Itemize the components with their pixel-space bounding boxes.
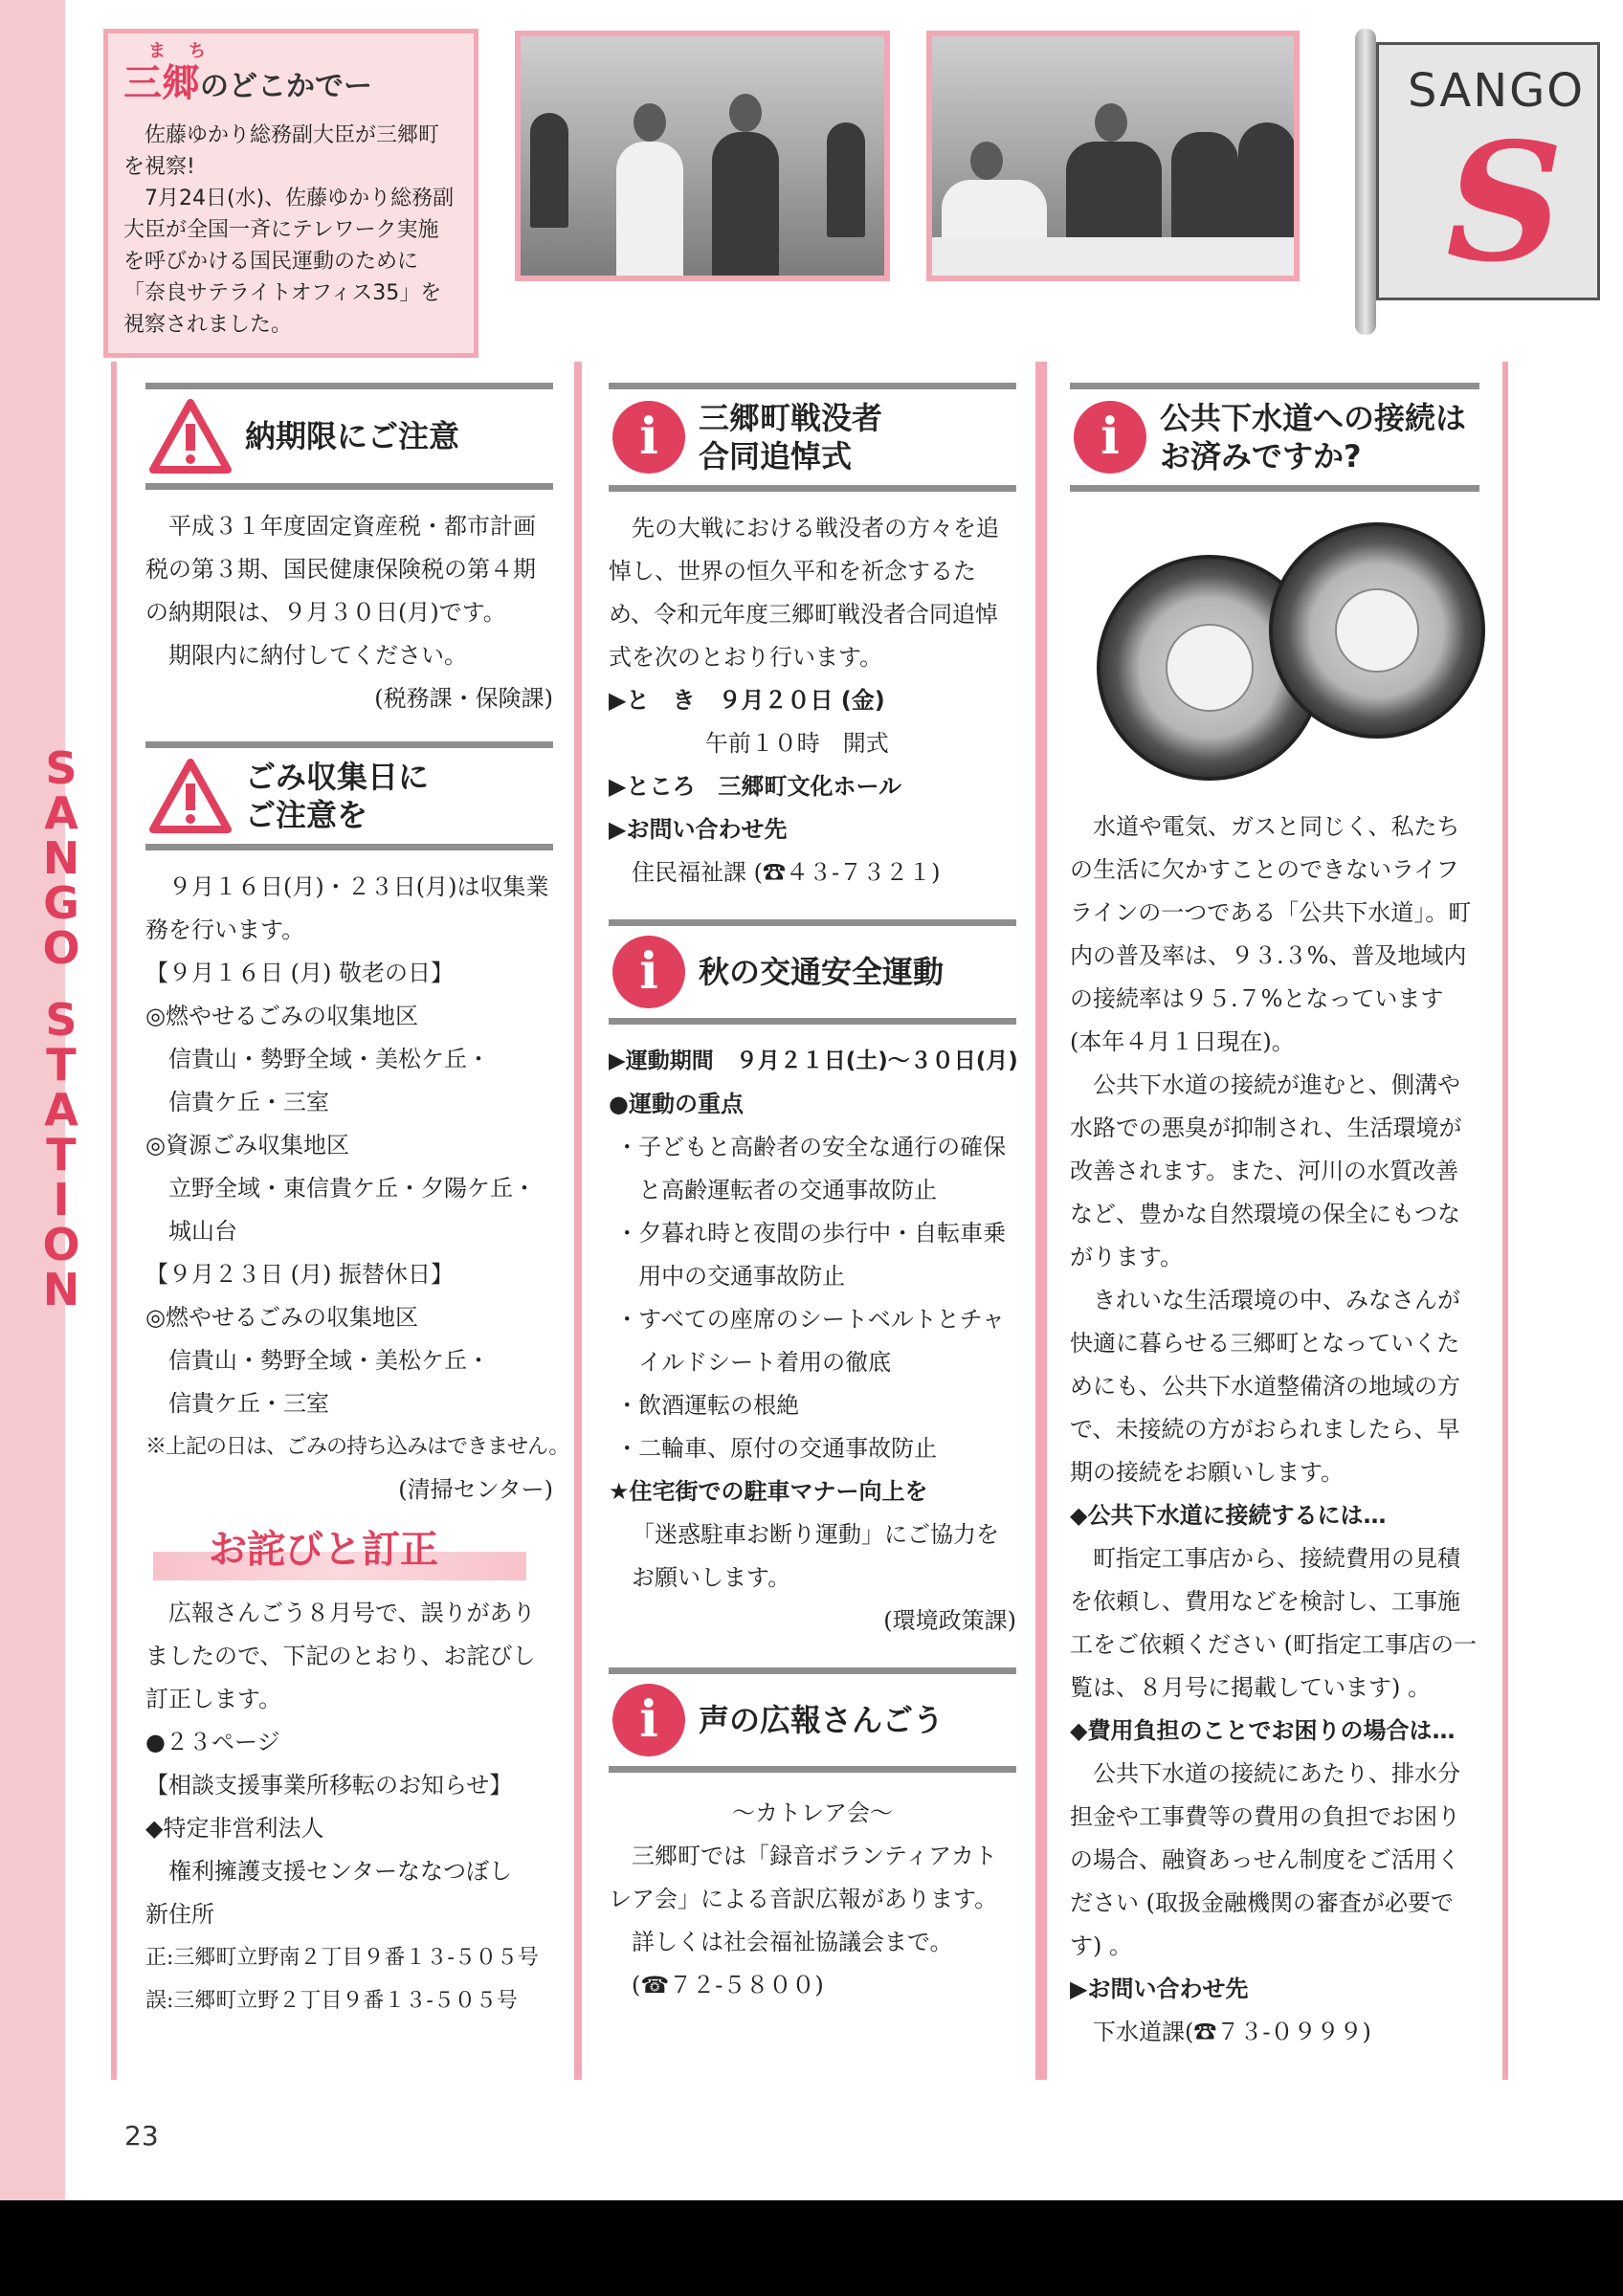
info-icon: i [612, 936, 685, 1008]
section-header-garbage [145, 741, 553, 850]
section-title: 秋の交通安全運動 [699, 954, 945, 990]
manhole-covers-image [1070, 507, 1479, 794]
warning-icon [149, 759, 232, 833]
info-icon: i [1074, 401, 1146, 474]
page-number: 23 [124, 2120, 159, 2152]
intro-body: 佐藤ゆかり総務副大臣が三郷町を視察! 7月24日(水)、佐藤ゆかり総務副大臣が全国一斉にテレワーク実施を呼びかける国民運動のために「奈良サテライトオフィス35」を視察されました。 [123, 123, 455, 337]
intro-box [103, 29, 478, 358]
column-3: i 公共下水道への接続は お済みですか? 水道や電気、ガスと同じく、私たちの生活に欠かすことのできないライフラインの一つである「公共下水道」。町内の普及率は、９３.３%、普及地域内の接続率は９５.７%となっています (本年４月１日現在)。 公共下水道の接続が進むと、側溝や水路での悪臭が抑制され、生活環境が改善されます。また、河川の水質改善など、豊かな自然環境の保全にもつながります。 きれいな生活環境の中、みなさんが快適に暮らせる三郷町となっていくためにも、公共下水道整備済の地域の方で、未接続の方がおられましたら、早期の接続をお願いします。 ◆公共下水道に接続するには… 町指定工事店から、接続費用の見積を依頼し、費用などを検討し、工事施工をご依頼ください (町指定工事店の一覧は、８月号に掲載しています) 。 ◆費用負担のことでお困りの場合は… 公共下水道の接続にあたり、排水分担金や工事費等の費用の負担でお困りの場合、融資あっせん制度をご活用ください (取扱金融機関の審査が必要です) 。 ▶お問い合わせ先 下水道課(☎７３-０９９９) [1070, 383, 1479, 2054]
intro-ruby: まち [148, 41, 229, 61]
section-header-traffic-safety [609, 919, 1016, 1025]
section-header-payment-deadline [145, 383, 553, 490]
info-icon: i [612, 401, 685, 474]
manhole-cover [1269, 522, 1485, 739]
dept-label: (税務課・保険課) [374, 685, 553, 712]
section-title: 声の広報さんごう [699, 1702, 945, 1738]
column-2: i 三郷町戦没者 合同追悼式 先の大戦における戦没者の方々を追悼し、世界の恒久平和を祈念するため、令和元年度三郷町戦没者合同追悼式を次のとおり行います。 ▶と き ９月２０日 (金) 午前１０時 開式 ▶ところ 三郷町文化ホール ▶お問い合わせ先 住民福祉課 (☎４３-７３２１) i 秋の交通安全運動 ▶運動期間 ９月２１日(土)～３０日(月) ●運動の重点 ・子どもと高齢者の安全な通行の確保と高齢運転者の交通事故防止 ・夕暮れ時と夜間の歩行中・自転車乗用中の交通事故防止 ・すべての座席のシートベルトとチャイルドシート着用の徹底 ・飲酒運転の根絶 ・二輪車、原付の交通事故防止 ★住宅街での駐車マナー向上を 「迷惑駐車お断り運動」にご協力をお願いします。 (環境政策課) i 声の広報さんごう ～カトレア会～ 三郷町では「録音ボランティアカトレア会」による音訳広報があります。 詳しくは社会福祉協議会まで。 (☎７２-５８００) [609, 383, 1016, 2007]
intro-title: 三郷のどこかでー [123, 61, 372, 105]
flag-pole [1355, 29, 1376, 335]
section-title: 納期限にご注意 [245, 418, 460, 454]
section-header-voice-newsletter [609, 1667, 1016, 1773]
section-title: 三郷町戦没者 合同追悼式 [699, 400, 883, 475]
correction-heading: お詫びと訂正 [153, 1534, 526, 1584]
section-title: 公共下水道への接続は お済みですか? [1160, 400, 1467, 475]
dept-label: (清掃センター) [398, 1476, 553, 1503]
section-header-sewer [1070, 383, 1479, 492]
warning-icon [149, 399, 232, 474]
photo-meeting-table [926, 31, 1300, 281]
info-icon: i [612, 1684, 685, 1756]
section-header-memorial [609, 383, 1016, 492]
dept-label: (環境政策課) [883, 1607, 1016, 1634]
photo-visit-office [515, 31, 890, 281]
sango-flag: SANGO S [1376, 42, 1600, 300]
column-1: 納期限にご注意 平成３１年度固定資産税・都市計画税の第３期、国民健康保険税の第４期の納期限は、９月３０日(月)です。 期限内に納付してください。 (税務課・保険課) ごみ収集日に ご注意を ９月１６日(月)・２３日(月)は収集業務を行います。 【９月１６日 (月) 敬老の日】 ◎燃やせるごみの収集地区 信貴山・勢野全域・美松ケ丘・ 信貴ケ丘・三室 ◎資源ごみ収集地区 立野全域・東信貴ケ丘・夕陽ケ丘・ 城山台 【９月２３日 (月) 振替休日】 ◎燃やせるごみの収集地区 信貴山・勢野全域・美松ケ丘・ 信貴ケ丘・三室 ※上記の日は、ごみの持ち込みはできません。 (清掃センター) お詫びと訂正 広報さんごう８月号で、誤りがありましたので、下記のとおり、お詫びし訂正します。 ●２３ページ 【相談支援事業所移転のお知らせ】 ◆特定非営利法人 権利擁護支援センターななつぼし 新住所 正:三郷町立野南２丁目９番１３-５０５号 誤:三郷町立野２丁目９番１３-５０５号 [145, 383, 553, 2022]
side-title-sango-station: S A N G O S T A T I O N [42, 742, 80, 1315]
section-title: ごみ収集日に ご注意を [245, 759, 430, 833]
bottom-black-band [0, 2200, 1623, 2296]
